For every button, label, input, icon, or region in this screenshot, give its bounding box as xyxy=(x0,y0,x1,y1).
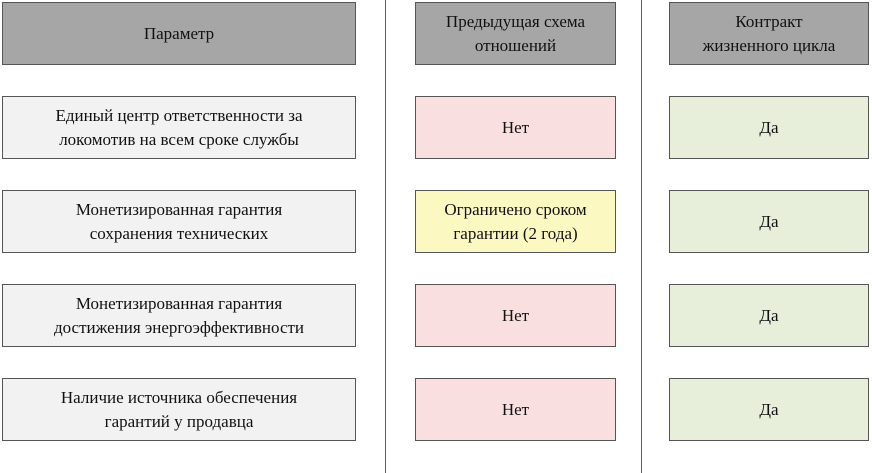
header-lifecycle-contract: Контракт жизненного цикла xyxy=(669,2,869,65)
header-parameter: Параметр xyxy=(2,2,356,65)
row-4-previous: Нет xyxy=(415,378,616,441)
row-1-parameter: Единый центр ответственности за локомотив на всем сроке службы xyxy=(2,96,356,159)
column-divider-right xyxy=(641,0,642,473)
row-4-parameter: Наличие источника обеспечения гарантий у продавца xyxy=(2,378,356,441)
row-3-previous: Нет xyxy=(415,284,616,347)
row-3-parameter: Монетизированная гарантия достижения энергоэффективности xyxy=(2,284,356,347)
row-4-contract: Да xyxy=(669,378,869,441)
column-divider-left xyxy=(385,0,386,473)
row-2-parameter: Монетизированная гарантия сохранения технических xyxy=(2,190,356,253)
row-2-previous: Ограничено сроком гарантии (2 года) xyxy=(415,190,616,253)
row-1-previous: Нет xyxy=(415,96,616,159)
row-3-contract: Да xyxy=(669,284,869,347)
row-1-contract: Да xyxy=(669,96,869,159)
header-previous-scheme: Предыдущая схема отношений xyxy=(415,2,616,65)
row-2-contract: Да xyxy=(669,190,869,253)
